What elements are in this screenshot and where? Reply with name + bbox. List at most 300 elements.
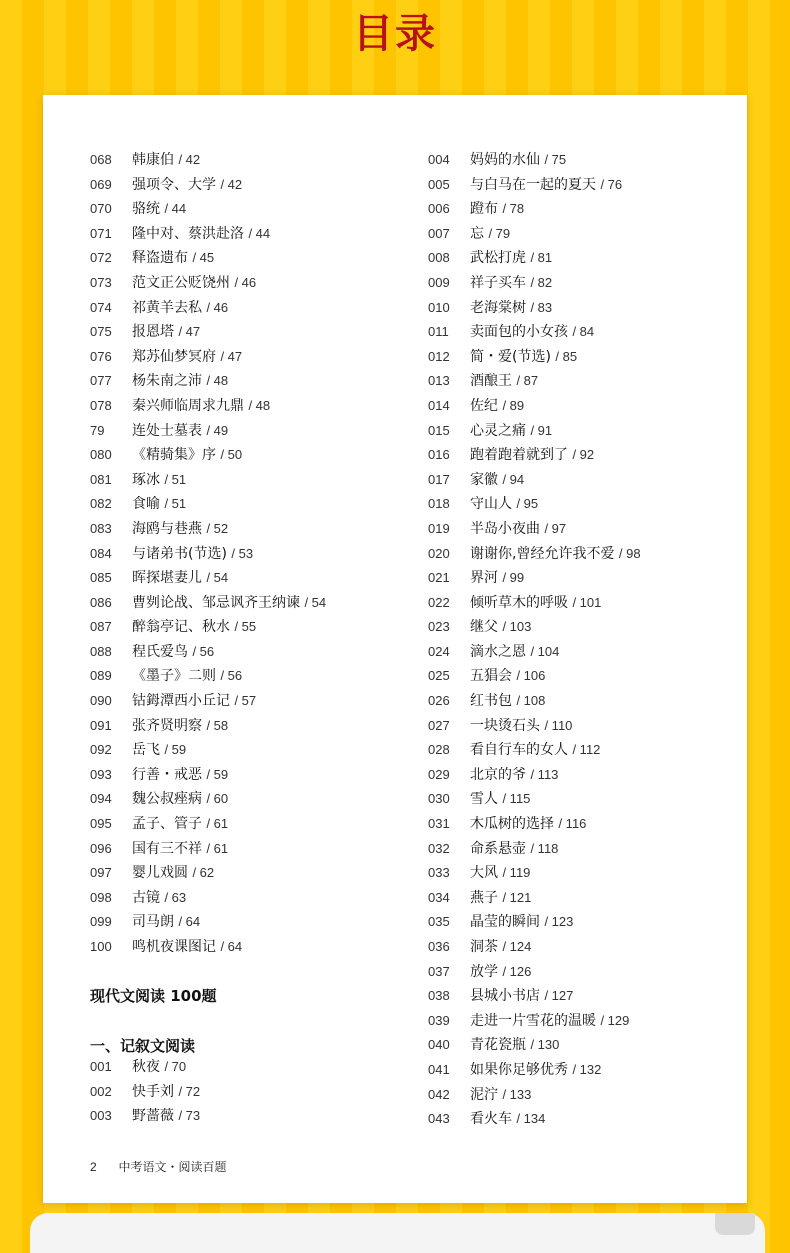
toc-entry [90, 345, 326, 370]
entry-number: 016 [428, 447, 450, 463]
toc-entry [90, 517, 326, 542]
entry-page: / 59 [206, 766, 229, 782]
entry-number: 081 [90, 471, 112, 487]
entry-page: / 108 [516, 693, 546, 709]
entry-number: 018 [428, 496, 450, 512]
entry-page: / 104 [530, 643, 560, 659]
toc-entry [428, 1009, 641, 1034]
entry-title: 泥泞 [470, 1086, 498, 1103]
entry-number: 033 [428, 865, 450, 881]
entry-title: 县城小书店 [470, 988, 540, 1005]
toc-entry [90, 910, 326, 935]
entry-title: 谢谢你,曾经允许我不爱 [470, 545, 615, 562]
entry-number: 069 [90, 176, 112, 192]
entry-title: 醉翁亭记、秋水 [132, 619, 230, 636]
entry-title: 秋夜 [132, 1059, 160, 1075]
entry-number: 094 [90, 791, 112, 807]
entry-number: 073 [90, 274, 112, 290]
entry-page: / 56 [192, 643, 215, 659]
toc-entry [90, 492, 326, 517]
toc-entry [428, 222, 641, 247]
entry-page: / 50 [220, 447, 243, 463]
entry-title: 放学 [470, 963, 498, 980]
entry-title: 老海棠树 [470, 299, 526, 316]
entry-page: / 97 [544, 520, 567, 536]
entry-title: 曹刿论战、邹忌讽齐王纳谏 [132, 594, 300, 611]
entry-title: 野蔷薇 [132, 1108, 174, 1125]
entry-number: 014 [428, 397, 450, 413]
toc-entry [428, 837, 641, 862]
toc-entry [428, 542, 641, 567]
toc-entry [428, 1058, 641, 1083]
entry-number: 001 [90, 1059, 112, 1074]
toc-entry [428, 246, 641, 271]
toc-entry [428, 591, 641, 616]
entry-title: 强项令、大学 [132, 176, 216, 193]
toc-entry [428, 271, 641, 296]
entry-title: 行善・戒恶 [132, 766, 202, 783]
entry-number: 023 [428, 619, 450, 635]
entry-page: / 78 [502, 201, 525, 217]
toc-entry [428, 861, 641, 886]
entry-page: / 60 [206, 791, 229, 807]
toc-entry [428, 615, 641, 640]
entry-title: 钴鉧潭西小丘记 [132, 693, 230, 710]
entry-number: 097 [90, 865, 112, 881]
entry-page: / 103 [502, 619, 532, 635]
entry-title: 连处士墓表 [132, 422, 202, 439]
entry-title: 《墨子》二则 [132, 668, 216, 685]
entry-number: 010 [428, 299, 450, 315]
entry-title: 孟子、管子 [132, 816, 202, 833]
entry-page: / 89 [502, 397, 525, 413]
entry-page: / 85 [555, 348, 578, 364]
entry-page: / 45 [192, 250, 215, 266]
entry-number: 091 [90, 717, 112, 733]
entry-title: 张齐贤明察 [132, 717, 202, 734]
toc-entry [90, 886, 326, 911]
entry-number: 031 [428, 816, 450, 832]
entry-title: 佐纪 [470, 397, 498, 414]
entry-number: 008 [428, 250, 450, 266]
entry-page: / 115 [502, 791, 531, 807]
entry-page: / 119 [502, 865, 531, 881]
entry-title: 青花瓷瓶 [470, 1037, 526, 1054]
toc-entry [90, 443, 326, 468]
entry-title: 程氏爱鸟 [132, 643, 188, 660]
entry-page: / 127 [544, 988, 574, 1004]
entry-number: 082 [90, 496, 112, 512]
entry-page: / 64 [178, 914, 201, 930]
entry-title: 秦兴师临周求九鼎 [132, 397, 244, 414]
entry-number: 085 [90, 570, 112, 586]
entry-number: 096 [90, 840, 112, 856]
toc-entry [428, 566, 641, 591]
entry-number: 032 [428, 840, 450, 856]
entry-number: 087 [90, 619, 112, 635]
toc-entry [428, 468, 641, 493]
entry-number: 083 [90, 520, 112, 536]
entry-page: / 42 [178, 152, 201, 167]
entry-title: 《精骑集》序 [132, 447, 216, 464]
entry-page: / 57 [234, 693, 257, 709]
entry-title: 琢冰 [132, 471, 160, 488]
entry-title: 蹬布 [470, 201, 498, 218]
toc-entry [90, 763, 326, 788]
entry-number: 017 [428, 471, 450, 487]
entry-number: 076 [90, 348, 112, 364]
toc-entry [428, 197, 641, 222]
entry-title: 北京的爷 [470, 766, 526, 783]
toc-entry [90, 148, 326, 173]
page-title: 目录 [353, 11, 437, 57]
entry-page: / 91 [530, 422, 553, 438]
entry-page: / 82 [530, 274, 553, 290]
entry-title: 酒酿王 [470, 373, 512, 390]
entry-page: / 47 [220, 348, 243, 364]
entry-number: 074 [90, 299, 112, 315]
entry-number: 007 [428, 225, 450, 241]
entry-page: / 61 [206, 816, 229, 832]
toc-entry [90, 271, 326, 296]
toc-entry [428, 1107, 641, 1132]
entry-title: 雪人 [470, 791, 498, 808]
entry-number: 092 [90, 742, 112, 758]
entry-page: / 99 [502, 570, 525, 586]
entry-number: 013 [428, 373, 450, 389]
toc-entry [428, 394, 641, 419]
entry-title: 心灵之痛 [470, 422, 526, 439]
entry-number: 025 [428, 668, 450, 684]
entry-number: 030 [428, 791, 450, 807]
entry-page: / 118 [530, 840, 559, 856]
entry-number: 071 [90, 225, 112, 241]
entry-title: 家徽 [470, 471, 498, 488]
entry-title: 与白马在一起的夏天 [470, 176, 596, 193]
entry-title: 郑苏仙梦冥府 [132, 348, 216, 365]
entry-title: 五猖会 [470, 668, 512, 685]
entry-number: 002 [90, 1083, 112, 1099]
toc-entry [428, 320, 641, 345]
card-tab [715, 1213, 755, 1235]
entry-page: / 46 [206, 299, 229, 315]
entry-title: 国有三不祥 [132, 840, 202, 857]
entry-number: 035 [428, 914, 450, 930]
toc-entry [428, 689, 641, 714]
toc-entry [90, 738, 326, 763]
toc-entry [428, 517, 641, 542]
toc-entry [90, 615, 326, 640]
toc-entry [90, 935, 326, 960]
toc-entry [428, 886, 641, 911]
toc-entry [90, 812, 326, 837]
entry-title: 晶莹的瞬间 [470, 914, 540, 931]
toc-entry [428, 296, 641, 321]
entry-page: / 92 [572, 447, 595, 463]
entry-page: / 54 [206, 570, 229, 586]
toc-entry [90, 320, 326, 345]
entry-number: 075 [90, 324, 112, 340]
toc-entry [428, 664, 641, 689]
entry-page: / 62 [192, 865, 215, 881]
entry-page: / 87 [516, 373, 539, 389]
entry-title: 滴水之恩 [470, 643, 526, 660]
entry-title: 看自行车的女人 [470, 742, 568, 759]
entry-page: / 75 [544, 152, 567, 167]
toc-entry [90, 246, 326, 271]
entry-number: 040 [428, 1037, 450, 1053]
entry-title: 大风 [470, 865, 498, 882]
entry-title: 司马朗 [132, 914, 174, 931]
entry-page: / 129 [600, 1012, 630, 1028]
entry-page: / 106 [516, 668, 546, 684]
toc-entry [90, 861, 326, 886]
entry-title: 命系悬壶 [470, 840, 526, 857]
entry-title: 简・爱(节选) [470, 348, 551, 365]
toc-entry [428, 1033, 641, 1058]
entry-title: 隆中对、蔡洪赴洛 [132, 225, 244, 242]
left-column-a [90, 148, 326, 960]
toc-entry [428, 419, 641, 444]
entry-page: / 121 [502, 889, 532, 905]
entry-page: / 110 [544, 717, 573, 733]
entry-page: / 116 [558, 816, 587, 832]
toc-entry [90, 689, 326, 714]
entry-number: 043 [428, 1111, 450, 1127]
entry-page: / 58 [206, 717, 229, 733]
entry-number: 022 [428, 594, 450, 610]
entry-page: / 44 [164, 201, 187, 217]
toc-entry [428, 935, 641, 960]
entry-title: 倾听草木的呼吸 [470, 594, 568, 611]
entry-title: 走进一片雪花的温暖 [470, 1012, 596, 1029]
entry-page: / 63 [164, 889, 187, 905]
entry-number: 068 [90, 152, 112, 167]
entry-page: / 44 [248, 225, 271, 241]
entry-page: / 79 [488, 225, 511, 241]
entry-number: 098 [90, 889, 112, 905]
toc-entry [90, 591, 326, 616]
entry-title: 木瓜树的选择 [470, 816, 554, 833]
entry-page: / 112 [572, 742, 601, 758]
entry-number: 006 [428, 201, 450, 217]
toc-entry [428, 984, 641, 1009]
entry-title: 海鸥与巷燕 [132, 520, 202, 537]
left-column-b [90, 1055, 200, 1129]
toc-entry [90, 714, 326, 739]
entry-page: / 124 [502, 939, 532, 954]
toc-entry [90, 542, 326, 567]
entry-number: 028 [428, 742, 450, 758]
entry-number: 089 [90, 668, 112, 684]
toc-entry [90, 296, 326, 321]
entry-page: / 123 [544, 914, 574, 930]
entry-number: 072 [90, 250, 112, 266]
entry-title: 杨朱南之沛 [132, 373, 202, 390]
entry-page: / 56 [220, 668, 243, 684]
entry-number: 036 [428, 939, 450, 954]
entry-title: 红书包 [470, 693, 512, 710]
entry-number: 004 [428, 152, 450, 167]
entry-title: 忘 [470, 225, 484, 242]
entry-page: / 130 [530, 1037, 560, 1053]
entry-number: 029 [428, 766, 450, 782]
entry-number: 034 [428, 889, 450, 905]
toc-entry [90, 197, 326, 222]
entry-number: 015 [428, 422, 450, 438]
entry-page: / 126 [502, 963, 532, 979]
entry-page: / 70 [164, 1059, 187, 1074]
entry-page: / 76 [600, 176, 623, 192]
entry-number: 012 [428, 348, 450, 364]
entry-page: / 83 [530, 299, 553, 315]
toc-entry [90, 1080, 200, 1105]
entry-title: 继父 [470, 619, 498, 636]
entry-page: / 51 [164, 471, 187, 487]
toc-entry [428, 369, 641, 394]
entry-title: 半岛小夜曲 [470, 520, 540, 537]
toc-entry [428, 443, 641, 468]
toc-entry [90, 1104, 200, 1129]
entry-page: / 95 [516, 496, 539, 512]
entry-page: / 61 [206, 840, 229, 856]
entry-title: 跑着跑着就到了 [470, 447, 568, 464]
entry-number: 100 [90, 939, 112, 954]
toc-entry [90, 837, 326, 862]
section-heading: 现代文阅读 100题 [90, 987, 217, 1005]
entry-page: / 132 [572, 1061, 602, 1077]
entry-number: 020 [428, 545, 450, 561]
entry-page: / 48 [206, 373, 229, 389]
entry-number: 038 [428, 988, 450, 1004]
entry-number: 042 [428, 1086, 450, 1102]
entry-number: 093 [90, 766, 112, 782]
entry-number: 041 [428, 1061, 450, 1077]
toc-entry [428, 787, 641, 812]
toc-entry [90, 787, 326, 812]
entry-number: 011 [428, 324, 449, 340]
entry-title: 岳飞 [132, 742, 160, 759]
entry-number: 005 [428, 176, 450, 192]
entry-title: 晖探堪妻儿 [132, 570, 202, 587]
toc-entry [90, 394, 326, 419]
toc-entry [428, 960, 641, 985]
entry-title: 洞茶 [470, 939, 498, 955]
entry-number: 037 [428, 963, 450, 979]
toc-entry [428, 910, 641, 935]
entry-title: 祁黄羊去私 [132, 299, 202, 316]
entry-page: / 42 [220, 176, 243, 192]
toc-entry [90, 566, 326, 591]
entry-page: / 81 [530, 250, 553, 266]
toc-entry [90, 369, 326, 394]
entry-page: / 52 [206, 520, 229, 536]
entry-number: 080 [90, 447, 112, 463]
entry-number: 086 [90, 594, 112, 610]
entry-page: / 134 [516, 1111, 546, 1127]
toc-entry [428, 148, 641, 173]
entry-title: 快手刘 [132, 1083, 174, 1100]
entry-title: 守山人 [470, 496, 512, 513]
entry-title: 界河 [470, 570, 498, 587]
entry-title: 祥子买车 [470, 274, 526, 291]
entry-page: / 48 [248, 397, 271, 413]
entry-page: / 47 [178, 324, 201, 340]
entry-number: 088 [90, 643, 112, 659]
toc-entry [90, 173, 326, 198]
entry-number: 024 [428, 643, 450, 659]
entry-page: / 51 [164, 496, 187, 512]
entry-title: 骆统 [132, 201, 160, 218]
entry-number: 026 [428, 693, 450, 709]
footer-page-number: 2 [90, 1160, 97, 1174]
entry-title: 鸣机夜课图记 [132, 939, 216, 955]
entry-title: 看火车 [470, 1111, 512, 1128]
entry-page: / 59 [164, 742, 187, 758]
entry-number: 077 [90, 373, 112, 389]
entry-title: 报恩塔 [132, 324, 174, 341]
toc-entry [90, 640, 326, 665]
right-column [428, 148, 641, 1132]
toc-entry [428, 738, 641, 763]
toc-entry [428, 1083, 641, 1108]
entry-page: / 84 [572, 324, 595, 340]
entry-title: 魏公叔痤病 [132, 791, 202, 808]
toc-entry [90, 664, 326, 689]
toc-entry [90, 1055, 200, 1080]
entry-page: / 53 [231, 545, 254, 561]
entry-page: / 94 [502, 471, 525, 487]
entry-page: / 133 [502, 1086, 532, 1102]
entry-number: 009 [428, 274, 450, 290]
toc-entry [90, 222, 326, 247]
toc-entry [90, 419, 326, 444]
entry-page: / 73 [178, 1108, 201, 1124]
entry-title: 古镜 [132, 889, 160, 906]
entry-number: 039 [428, 1012, 450, 1028]
toc-entry [428, 812, 641, 837]
toc-entry [428, 345, 641, 370]
entry-number: 021 [428, 570, 450, 586]
entry-page: / 72 [178, 1083, 201, 1099]
entry-title: 与诸弟书(节选) [132, 545, 227, 562]
entry-number: 090 [90, 693, 112, 709]
entry-number: 084 [90, 545, 112, 561]
toc-entry [90, 468, 326, 493]
entry-title: 韩康伯 [132, 152, 174, 168]
subsection-heading: 一、记叙文阅读 [90, 1037, 196, 1055]
toc-page [43, 95, 747, 1203]
entry-title: 卖面包的小女孩 [470, 324, 568, 341]
page-footer [90, 1158, 227, 1175]
entry-number: 019 [428, 520, 450, 536]
entry-number: 095 [90, 816, 112, 832]
next-card-edge [30, 1213, 765, 1253]
entry-number: 078 [90, 397, 112, 413]
entry-number: 003 [90, 1108, 112, 1124]
toc-entry [428, 173, 641, 198]
entry-number: 027 [428, 717, 450, 733]
toc-entry [428, 714, 641, 739]
entry-title: 燕子 [470, 889, 498, 906]
entry-title: 食喻 [132, 496, 160, 513]
entry-title: 一块烫石头 [470, 717, 540, 734]
toc-entry [428, 640, 641, 665]
entry-number: 070 [90, 201, 112, 217]
entry-title: 婴儿戏圆 [132, 865, 188, 882]
entry-title: 如果你足够优秀 [470, 1061, 568, 1078]
footer-book-title: 中考语文・阅读百题 [118, 1160, 227, 1174]
